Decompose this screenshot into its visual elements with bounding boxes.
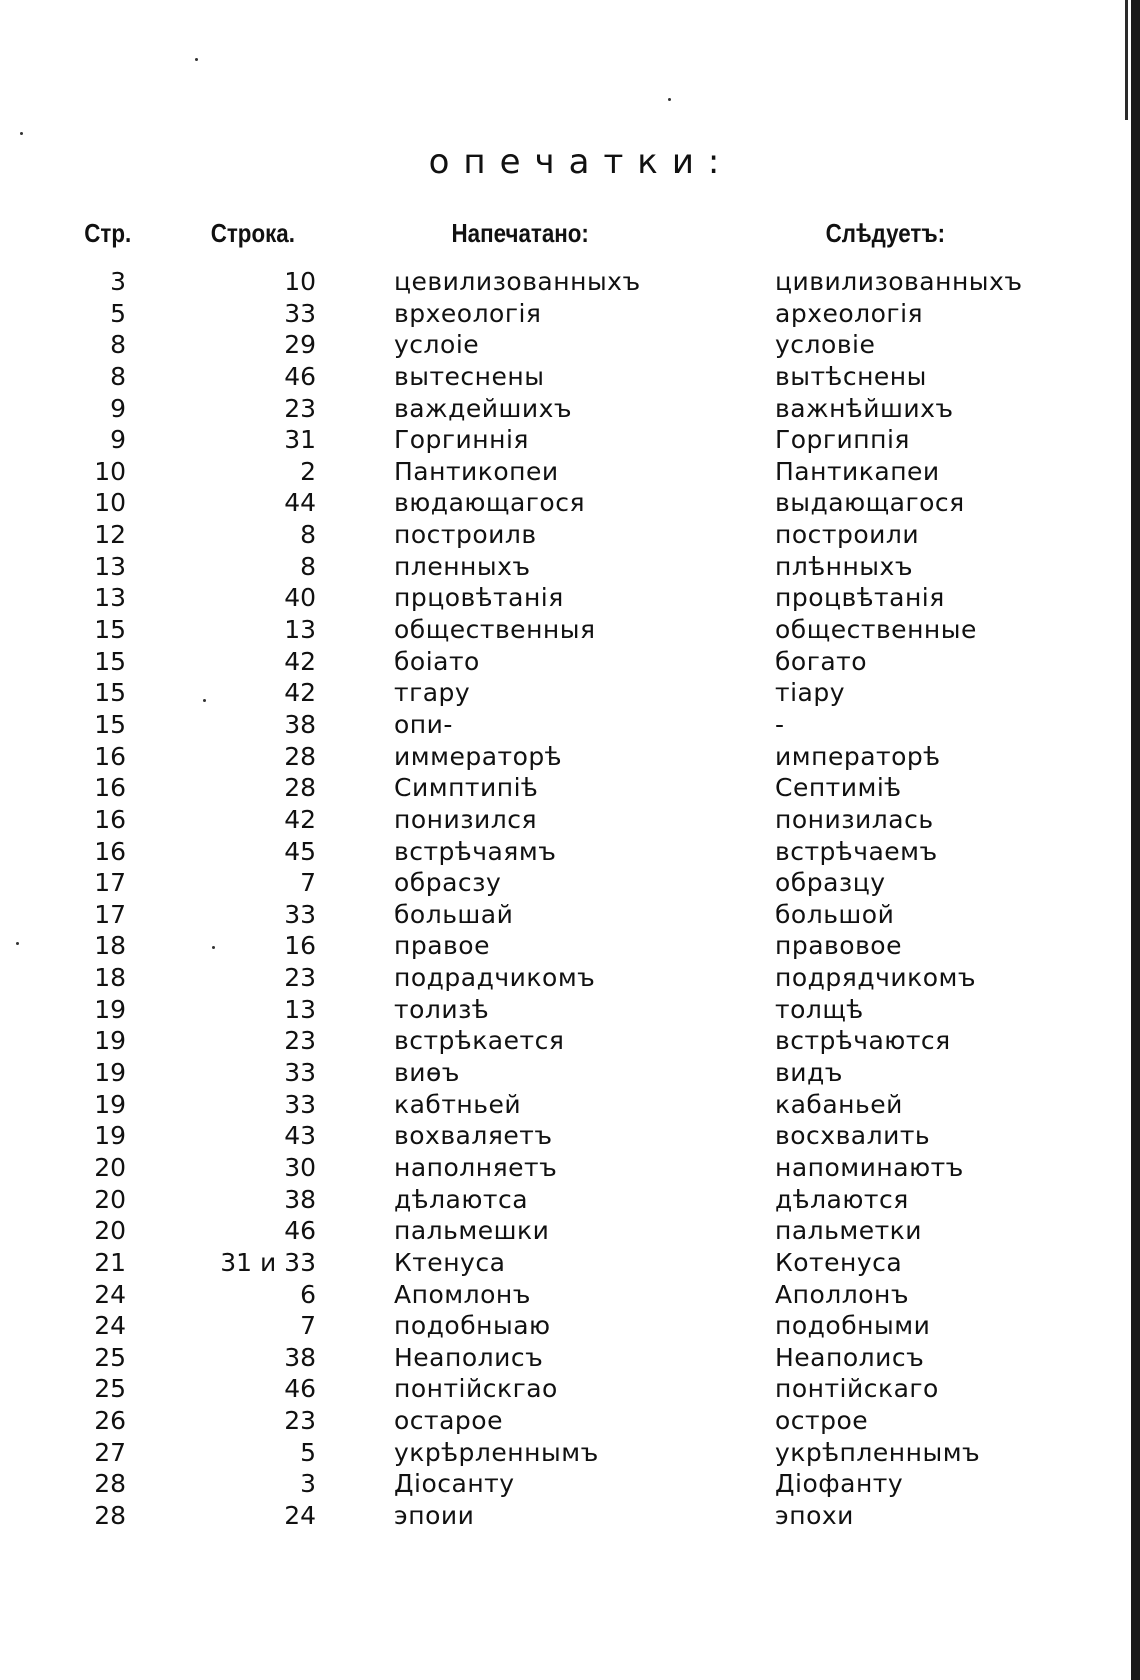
cell-printed: остарое bbox=[394, 1406, 503, 1436]
cell-printed: эпоии bbox=[394, 1500, 475, 1530]
cell-page: 21 bbox=[94, 1247, 126, 1277]
table-row bbox=[0, 836, 1140, 868]
table-row bbox=[0, 1247, 1140, 1279]
cell-should-be: восхвалить bbox=[775, 1121, 931, 1151]
cell-should-be: встрѣчаются bbox=[775, 1026, 951, 1056]
cell-should-be: укрѣпленнымъ bbox=[775, 1437, 981, 1467]
cell-page: 20 bbox=[94, 1216, 126, 1246]
cell-printed: общественныя bbox=[394, 615, 596, 645]
cell-page: 15 bbox=[94, 678, 126, 708]
cell-line: 33 bbox=[284, 1058, 316, 1088]
cell-page: 20 bbox=[94, 1184, 126, 1214]
cell-page: 12 bbox=[94, 520, 126, 550]
table-row bbox=[0, 646, 1140, 678]
cell-should-be: общественные bbox=[775, 615, 977, 645]
cell-printed: укрѣрленнымъ bbox=[394, 1437, 599, 1467]
cell-printed: Симптипіѣ bbox=[394, 773, 539, 803]
cell-line: 23 bbox=[284, 393, 316, 423]
table-row bbox=[0, 424, 1140, 456]
cell-page: 19 bbox=[94, 1089, 126, 1119]
cell-line: 5 bbox=[300, 1437, 316, 1467]
table-row bbox=[0, 1120, 1140, 1152]
cell-should-be: археологія bbox=[775, 298, 924, 328]
cell-printed: пленныхъ bbox=[394, 551, 531, 581]
cell-should-be: условіе bbox=[775, 330, 876, 360]
table-row bbox=[0, 1089, 1140, 1121]
cell-printed: пальмешки bbox=[394, 1216, 550, 1246]
cell-line: 43 bbox=[284, 1121, 316, 1151]
table-row bbox=[0, 677, 1140, 709]
cell-should-be: подрядчикомъ bbox=[775, 963, 977, 993]
cell-page: 18 bbox=[94, 963, 126, 993]
cell-line: 38 bbox=[284, 1342, 316, 1372]
cell-should-be: правовое bbox=[775, 931, 902, 961]
cell-page: 26 bbox=[94, 1406, 126, 1436]
cell-should-be: вытѣснены bbox=[775, 361, 927, 391]
cell-printed: тгару bbox=[394, 678, 471, 708]
cell-should-be: подобными bbox=[775, 1311, 931, 1341]
cell-line: 42 bbox=[284, 804, 316, 834]
table-header bbox=[0, 218, 980, 258]
table-row bbox=[0, 393, 1140, 425]
table-row bbox=[0, 582, 1140, 614]
table-row bbox=[0, 1057, 1140, 1089]
cell-should-be: кабаньей bbox=[775, 1089, 903, 1119]
cell-page: 28 bbox=[94, 1500, 126, 1530]
cell-should-be: выдающагося bbox=[775, 488, 965, 518]
cell-printed: виѳъ bbox=[394, 1058, 460, 1088]
table-row bbox=[0, 1500, 1140, 1532]
table-row bbox=[0, 930, 1140, 962]
table-row bbox=[0, 1405, 1140, 1437]
cell-page: 24 bbox=[94, 1311, 126, 1341]
cell-printed: Неаполисъ bbox=[394, 1342, 544, 1372]
cell-printed: понизился bbox=[394, 804, 538, 834]
cell-printed: обрасзу bbox=[394, 868, 502, 898]
cell-line: 46 bbox=[284, 361, 316, 391]
cell-line: 38 bbox=[284, 1184, 316, 1214]
cell-printed: важдейшихъ bbox=[394, 393, 573, 423]
cell-line: 38 bbox=[284, 709, 316, 739]
cell-printed: врхеологія bbox=[394, 298, 542, 328]
cell-should-be: Септимiѣ bbox=[775, 773, 902, 803]
header-line: Строка. bbox=[210, 218, 295, 248]
cell-page: 19 bbox=[94, 1058, 126, 1088]
cell-printed: Діосанту bbox=[394, 1469, 515, 1499]
cell-line: 8 bbox=[300, 520, 316, 550]
cell-should-be: плѣнныхъ bbox=[775, 551, 914, 581]
table-row bbox=[0, 1437, 1140, 1469]
cell-line: 6 bbox=[300, 1279, 316, 1309]
cell-printed: толизѣ bbox=[394, 994, 490, 1024]
cell-page: 19 bbox=[94, 1121, 126, 1151]
cell-should-be: большой bbox=[775, 899, 895, 929]
cell-printed: опи- bbox=[394, 709, 453, 739]
scan-speck bbox=[668, 98, 671, 101]
cell-should-be: важнѣйшихъ bbox=[775, 393, 954, 423]
cell-page: 13 bbox=[94, 551, 126, 581]
table-row bbox=[0, 1215, 1140, 1247]
cell-should-be: пальметки bbox=[775, 1216, 923, 1246]
table-row bbox=[0, 709, 1140, 741]
table-row bbox=[0, 519, 1140, 551]
table-row bbox=[0, 551, 1140, 583]
cell-page: 16 bbox=[94, 773, 126, 803]
header-page: Стр. bbox=[84, 218, 132, 248]
cell-page: 15 bbox=[94, 709, 126, 739]
cell-should-be: построили bbox=[775, 520, 920, 550]
header-printed: Напечатано: bbox=[451, 218, 589, 248]
cell-printed: большай bbox=[394, 899, 514, 929]
cell-should-be: Котенуса bbox=[775, 1247, 903, 1277]
cell-page: 19 bbox=[94, 1026, 126, 1056]
scan-speck bbox=[20, 132, 23, 135]
cell-page: 8 bbox=[110, 361, 126, 391]
table-row bbox=[0, 456, 1140, 488]
cell-should-be: процвѣтанія bbox=[775, 583, 945, 613]
cell-should-be: императорѣ bbox=[775, 741, 941, 771]
cell-line: 23 bbox=[284, 1026, 316, 1056]
table-row bbox=[0, 1025, 1140, 1057]
errata-table bbox=[0, 266, 1140, 1532]
cell-page: 9 bbox=[110, 393, 126, 423]
cell-line: 46 bbox=[284, 1374, 316, 1404]
cell-printed: встрѣчаямъ bbox=[394, 836, 557, 866]
cell-should-be: - bbox=[775, 709, 785, 739]
cell-printed: наполняетъ bbox=[394, 1152, 558, 1182]
cell-should-be: Пантикапеи bbox=[775, 456, 940, 486]
table-row bbox=[0, 1279, 1140, 1311]
cell-line: 8 bbox=[300, 551, 316, 581]
cell-line: 33 bbox=[284, 1089, 316, 1119]
cell-should-be: дѣлаются bbox=[775, 1184, 909, 1214]
cell-page: 8 bbox=[110, 330, 126, 360]
cell-page: 24 bbox=[94, 1279, 126, 1309]
cell-line: 28 bbox=[284, 741, 316, 771]
cell-printed: подрадчикомъ bbox=[394, 963, 596, 993]
table-row bbox=[0, 1373, 1140, 1405]
cell-page: 5 bbox=[110, 298, 126, 328]
cell-page: 13 bbox=[94, 583, 126, 613]
table-row bbox=[0, 899, 1140, 931]
table-row bbox=[0, 1342, 1140, 1374]
cell-printed: вытеснены bbox=[394, 361, 545, 391]
cell-line: 40 bbox=[284, 583, 316, 613]
cell-printed: понтійскгао bbox=[394, 1374, 558, 1404]
scan-edge-mark bbox=[1125, 0, 1128, 120]
cell-printed: вохваляетъ bbox=[394, 1121, 553, 1151]
cell-should-be: Горгиппія bbox=[775, 425, 910, 455]
scan-speck bbox=[195, 58, 198, 61]
page-title: опечатки: bbox=[428, 142, 734, 182]
cell-line: 23 bbox=[284, 1406, 316, 1436]
cell-should-be: видъ bbox=[775, 1058, 843, 1088]
cell-printed: вюдающагося bbox=[394, 488, 586, 518]
cell-printed: прцовѣтанія bbox=[394, 583, 564, 613]
cell-printed: Ктенуса bbox=[394, 1247, 506, 1277]
cell-should-be: цивилизованныхъ bbox=[775, 267, 1023, 296]
table-row bbox=[0, 772, 1140, 804]
cell-page: 15 bbox=[94, 615, 126, 645]
cell-should-be: понтійскаго bbox=[775, 1374, 939, 1404]
table-row bbox=[0, 266, 1140, 298]
cell-line: 46 bbox=[284, 1216, 316, 1246]
cell-printed: услоіе bbox=[394, 330, 480, 360]
cell-line: 42 bbox=[284, 678, 316, 708]
table-row bbox=[0, 329, 1140, 361]
cell-line: 33 bbox=[284, 899, 316, 929]
cell-line: 2 bbox=[300, 456, 316, 486]
cell-printed: встрѣкается bbox=[394, 1026, 565, 1056]
cell-line: 42 bbox=[284, 646, 316, 676]
cell-line: 30 bbox=[284, 1152, 316, 1182]
cell-page: 9 bbox=[110, 425, 126, 455]
cell-should-be: образцу bbox=[775, 868, 886, 898]
table-row bbox=[0, 1184, 1140, 1216]
cell-should-be: понизилась bbox=[775, 804, 934, 834]
table-row bbox=[0, 1310, 1140, 1342]
cell-should-be: острое bbox=[775, 1406, 869, 1436]
cell-line: 7 bbox=[300, 1311, 316, 1341]
cell-line: 13 bbox=[284, 994, 316, 1024]
cell-printed: подобныаю bbox=[394, 1311, 551, 1341]
cell-printed: цевилизованныхъ bbox=[394, 267, 641, 296]
cell-line: 45 bbox=[284, 836, 316, 866]
cell-page: 3 bbox=[110, 267, 126, 296]
cell-printed: Пантикопеи bbox=[394, 456, 559, 486]
cell-page: 16 bbox=[94, 804, 126, 834]
cell-page: 17 bbox=[94, 868, 126, 898]
cell-should-be: богато bbox=[775, 646, 868, 676]
table-row bbox=[0, 741, 1140, 773]
cell-printed: боіато bbox=[394, 646, 480, 676]
table-row bbox=[0, 614, 1140, 646]
cell-page: 16 bbox=[94, 741, 126, 771]
cell-page: 28 bbox=[94, 1469, 126, 1499]
cell-page: 20 bbox=[94, 1152, 126, 1182]
table-row bbox=[0, 1152, 1140, 1184]
cell-printed: правое bbox=[394, 931, 490, 961]
cell-page: 25 bbox=[94, 1374, 126, 1404]
cell-printed: Горгиннія bbox=[394, 425, 529, 455]
cell-page: 17 bbox=[94, 899, 126, 929]
cell-should-be: эпохи bbox=[775, 1500, 854, 1530]
cell-page: 16 bbox=[94, 836, 126, 866]
cell-printed: построилв bbox=[394, 520, 537, 550]
cell-line: 44 bbox=[284, 488, 316, 518]
cell-page: 10 bbox=[94, 488, 126, 518]
cell-should-be: Аполлонъ bbox=[775, 1279, 910, 1309]
cell-should-be: встрѣчаемъ bbox=[775, 836, 938, 866]
cell-line: 7 bbox=[300, 868, 316, 898]
cell-should-be: напоминаютъ bbox=[775, 1152, 964, 1182]
table-row bbox=[0, 867, 1140, 899]
cell-page: 15 bbox=[94, 646, 126, 676]
cell-line: 24 bbox=[284, 1500, 316, 1530]
cell-line: 23 bbox=[284, 963, 316, 993]
cell-line: 3 bbox=[300, 1469, 316, 1499]
cell-line: 29 bbox=[284, 330, 316, 360]
table-row bbox=[0, 804, 1140, 836]
table-row bbox=[0, 994, 1140, 1026]
cell-should-be: Неаполисъ bbox=[775, 1342, 925, 1372]
cell-page: 10 bbox=[94, 456, 126, 486]
cell-page: 25 bbox=[94, 1342, 126, 1372]
table-row bbox=[0, 1468, 1140, 1500]
cell-line: 28 bbox=[284, 773, 316, 803]
table-row bbox=[0, 298, 1140, 330]
table-row bbox=[0, 361, 1140, 393]
header-should-be: Слѣдуетъ: bbox=[825, 218, 946, 248]
cell-should-be: толщѣ bbox=[775, 994, 864, 1024]
cell-page: 19 bbox=[94, 994, 126, 1024]
cell-page: 27 bbox=[94, 1437, 126, 1467]
cell-line: 33 bbox=[284, 298, 316, 328]
cell-printed: Апомлонъ bbox=[394, 1279, 531, 1309]
cell-should-be: тіару bbox=[775, 678, 845, 708]
cell-line: 13 bbox=[284, 615, 316, 645]
cell-printed: дѣлаютса bbox=[394, 1184, 529, 1214]
cell-line: 16 bbox=[284, 931, 316, 961]
cell-page: 18 bbox=[94, 931, 126, 961]
table-row bbox=[0, 962, 1140, 994]
cell-line: 31 bbox=[284, 425, 316, 455]
cell-printed: кабтньей bbox=[394, 1089, 522, 1119]
cell-line: 10 bbox=[284, 267, 316, 296]
table-row bbox=[0, 487, 1140, 519]
cell-should-be: Діофанту bbox=[775, 1469, 904, 1499]
cell-line: 31 и 33 bbox=[220, 1247, 316, 1277]
cell-printed: иммераторѣ bbox=[394, 741, 563, 771]
